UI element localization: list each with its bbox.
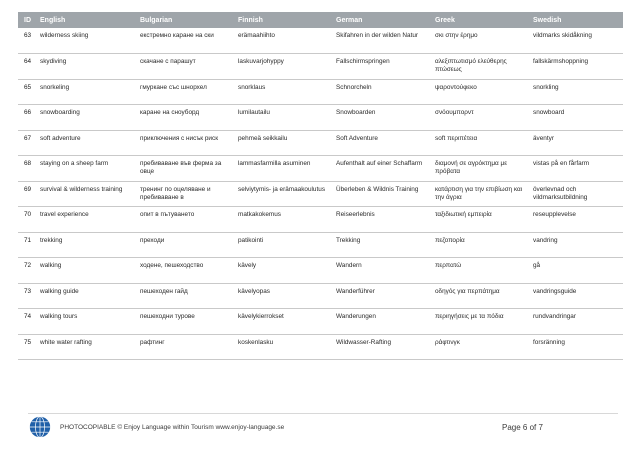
cell-german: Aufenthalt auf einer Schaffarm (332, 156, 431, 182)
cell-bulgarian: тренинг по оцеляване и пребиваване в (136, 181, 234, 207)
cell-id: 63 (18, 28, 36, 54)
cell-greek: πεζοπορία (431, 232, 529, 258)
cell-bulgarian: екстремно каране на ски (136, 28, 234, 54)
cell-german: Wildwasser-Rafting (332, 334, 431, 360)
cell-finnish: koskenlasku (234, 334, 332, 360)
table-row (18, 258, 623, 284)
cell-bulgarian: рафтинг (136, 334, 234, 360)
table-row (18, 232, 623, 258)
table-row (18, 54, 623, 80)
cell-german: Soft Adventure (332, 130, 431, 156)
cell-id: 73 (18, 283, 36, 309)
cell-finnish: kävelyopas (234, 283, 332, 309)
cell-german: Reiseerlebnis (332, 207, 431, 233)
cell-finnish: pehmeä seikkailu (234, 130, 332, 156)
cell-english: snorkeling (36, 79, 136, 105)
cell-bulgarian: опит в пътуването (136, 207, 234, 233)
cell-greek: σκι στην έρημο (431, 28, 529, 54)
globe-icon (29, 416, 51, 438)
cell-greek: κατάρτιση για την επιβίωση και την άγρια (431, 181, 529, 207)
cell-german: Fallschirmspringen (332, 54, 431, 80)
cell-id: 74 (18, 309, 36, 335)
cell-english: white water rafting (36, 334, 136, 360)
cell-swedish: reseupplevelse (529, 207, 623, 233)
cell-swedish: vistas på en fårfarm (529, 156, 623, 182)
cell-greek: διαμονή σε αγρόκτημα με πρόβατα (431, 156, 529, 182)
cell-greek: αλεξιπτωτισμό ελεύθερης πτώσεως (431, 54, 529, 80)
cell-swedish: vildmarks skidåkning (529, 28, 623, 54)
table-row (18, 105, 623, 131)
cell-swedish: överlevnad och vildmarksutbildning (529, 181, 623, 207)
cell-swedish: vandringsguide (529, 283, 623, 309)
cell-finnish: matkakokemus (234, 207, 332, 233)
cell-id: 65 (18, 79, 36, 105)
cell-german: Überleben & Wildnis Training (332, 181, 431, 207)
cell-greek: οδηγός για περπάτημα (431, 283, 529, 309)
cell-finnish: kävely (234, 258, 332, 284)
cell-id: 66 (18, 105, 36, 131)
header-english: English (40, 16, 66, 24)
cell-bulgarian: гмуркане със шнорхел (136, 79, 234, 105)
cell-finnish: kävelykierrokset (234, 309, 332, 335)
cell-english: skydiving (36, 54, 136, 80)
cell-swedish: forsränning (529, 334, 623, 360)
cell-id: 69 (18, 181, 36, 207)
header-swedish: Swedish (533, 16, 562, 24)
cell-bulgarian: приключения с нисък риск (136, 130, 234, 156)
copyright-notice: PHOTOCOPIABLE © Enjoy Language within Tourism www.enjoy-language.se (60, 424, 285, 431)
cell-bulgarian: пешеходни турове (136, 309, 234, 335)
cell-swedish: rundvandringar (529, 309, 623, 335)
cell-english: snowboarding (36, 105, 136, 131)
table-row (18, 79, 623, 105)
cell-bulgarian: пребиваване във ферма за овце (136, 156, 234, 182)
cell-swedish: vandring (529, 232, 623, 258)
cell-english: soft adventure (36, 130, 136, 156)
cell-english: walking tours (36, 309, 136, 335)
cell-greek: περιηγήσεις με τα πόδια (431, 309, 529, 335)
cell-german: Snowboarden (332, 105, 431, 131)
cell-swedish: gå (529, 258, 623, 284)
cell-english: travel experience (36, 207, 136, 233)
page-number: Page 6 of 7 (502, 423, 543, 432)
cell-greek: σνόουμπορντ (431, 105, 529, 131)
cell-english: staying on a sheep farm (36, 156, 136, 182)
cell-finnish: laskuvarjohyppy (234, 54, 332, 80)
cell-finnish: snorklaus (234, 79, 332, 105)
header-greek: Greek (435, 16, 455, 24)
table-row (18, 207, 623, 233)
cell-german: Trekking (332, 232, 431, 258)
cell-finnish: lumilautailu (234, 105, 332, 131)
header-row (18, 12, 623, 28)
cell-greek: ψαροντούφεκο (431, 79, 529, 105)
table-row (18, 283, 623, 309)
cell-id: 72 (18, 258, 36, 284)
cell-english: walking (36, 258, 136, 284)
cell-id: 71 (18, 232, 36, 258)
cell-finnish: selviytymis- ja erämaakoulutus (234, 181, 332, 207)
cell-bulgarian: ходене, пешеходство (136, 258, 234, 284)
cell-bulgarian: каране на сноуборд (136, 105, 234, 131)
cell-id: 70 (18, 207, 36, 233)
cell-id: 75 (18, 334, 36, 360)
cell-swedish: fallskärmshoppning (529, 54, 623, 80)
table-row (18, 28, 623, 54)
cell-english: trekking (36, 232, 136, 258)
cell-bulgarian: скачане с парашут (136, 54, 234, 80)
cell-finnish: patikointi (234, 232, 332, 258)
table-row (18, 181, 623, 207)
cell-german: Wandern (332, 258, 431, 284)
table-body (18, 28, 623, 360)
cell-german: Wanderführer (332, 283, 431, 309)
cell-finnish: erämaahiihto (234, 28, 332, 54)
vocabulary-table (18, 12, 623, 360)
cell-english: survival & wilderness training (36, 181, 136, 207)
table-row (18, 130, 623, 156)
cell-bulgarian: преходи (136, 232, 234, 258)
cell-greek: περπατώ (431, 258, 529, 284)
cell-greek: ταξιδιωτική εμπειρία (431, 207, 529, 233)
header-bulgarian: Bulgarian (140, 16, 173, 24)
header-german: German (336, 16, 363, 24)
header-id: ID (24, 16, 31, 24)
cell-german: Skifahren in der wilden Natur (332, 28, 431, 54)
cell-english: walking guide (36, 283, 136, 309)
header-finnish: Finnish (238, 16, 263, 24)
cell-greek: soft περιπέτεια (431, 130, 529, 156)
cell-id: 68 (18, 156, 36, 182)
table-header (18, 12, 623, 28)
table-row (18, 156, 623, 182)
cell-german: Wanderungen (332, 309, 431, 335)
footer-divider (28, 413, 618, 414)
cell-greek: ράφτινγκ (431, 334, 529, 360)
table-row (18, 334, 623, 360)
cell-german: Schnorcheln (332, 79, 431, 105)
table-row (18, 309, 623, 335)
cell-swedish: äventyr (529, 130, 623, 156)
cell-english: wilderness skiing (36, 28, 136, 54)
cell-swedish: snorkling (529, 79, 623, 105)
cell-id: 64 (18, 54, 36, 80)
cell-swedish: snowboard (529, 105, 623, 131)
cell-id: 67 (18, 130, 36, 156)
cell-finnish: lammasfarmilla asuminen (234, 156, 332, 182)
cell-bulgarian: пешеходен гайд (136, 283, 234, 309)
